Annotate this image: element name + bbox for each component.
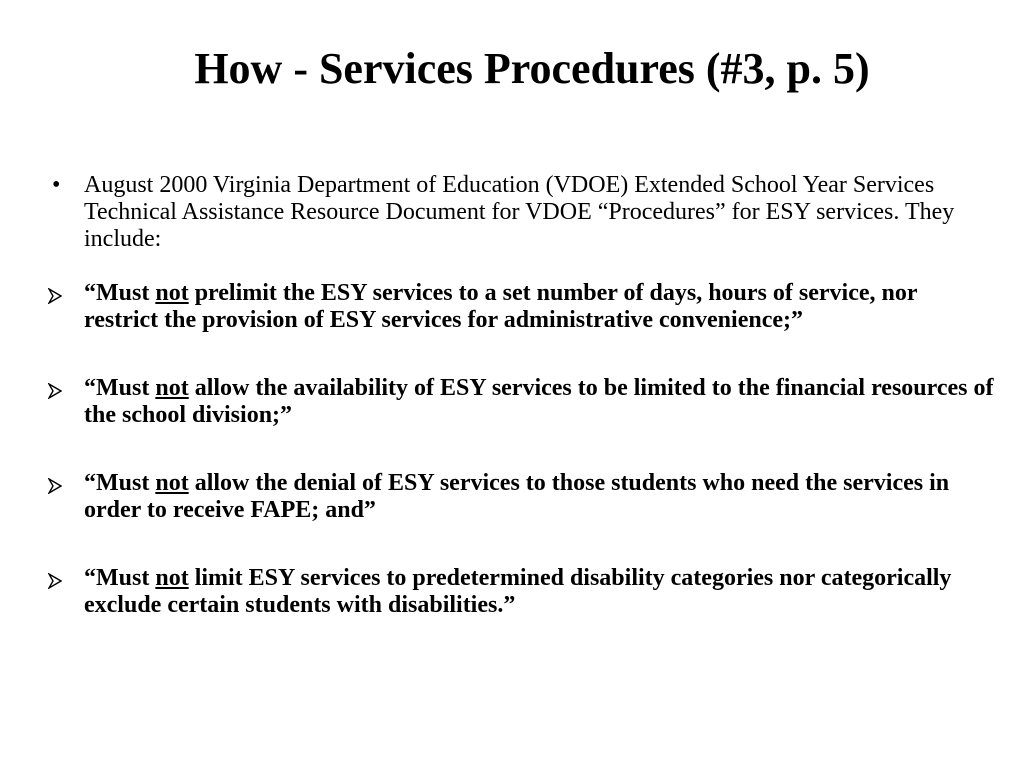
procedure-point-2 <box>46 375 996 429</box>
point-text-start: “Must <box>84 280 156 306</box>
bullet-list <box>46 172 996 660</box>
point-emphasis: not <box>155 565 189 591</box>
point-text-start: “Must <box>84 470 156 496</box>
arrowhead-bullet-icon <box>48 474 78 501</box>
point-emphasis: not <box>155 375 189 401</box>
point-emphasis: not <box>155 470 189 496</box>
arrowhead-bullet-icon <box>48 569 78 596</box>
arrowhead-bullet-icon <box>48 379 78 406</box>
point-text-end: limit ESY services to predetermined disability categories nor categorically exclude certain students with disabilities.” <box>84 565 952 618</box>
procedure-point-1 <box>46 280 996 334</box>
arrowhead-bullet-icon <box>48 284 78 311</box>
slide-title: How - Services Procedures (#3, p. 5) <box>194 44 870 93</box>
point-text-start: “Must <box>84 565 156 591</box>
intro-bullet <box>46 172 996 253</box>
point-text-start: “Must <box>84 375 156 401</box>
point-emphasis: not <box>155 280 189 306</box>
intro-text: August 2000 Virginia Department of Education (VDOE) Extended School Year Services Technical Assistance Resource Document for VDOE “Procedures” for ESY services. They include: <box>84 172 955 252</box>
procedure-point-3 <box>46 470 996 524</box>
point-text-end: prelimit the ESY services to a set number of days, hours of service, nor restrict the provision of ESY services for administrative convenience;” <box>84 280 918 333</box>
procedure-point-4 <box>46 565 996 619</box>
point-text-end: allow the availability of ESY services to be limited to the financial resources of the school division;” <box>84 375 994 428</box>
round-bullet-icon: • <box>52 172 61 198</box>
point-text-end: allow the denial of ESY services to those students who need the services in order to receive FAPE; and” <box>84 470 950 523</box>
